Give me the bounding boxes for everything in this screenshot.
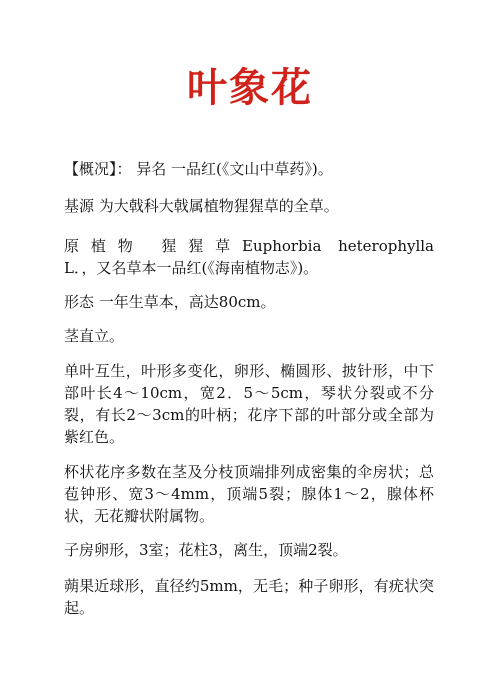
paragraph-overview: 【概况】： 异名 一品红(《文山中草药》)。: [64, 160, 333, 178]
paragraph-leaves: 单叶互生，叶形多变化，卵形、椭圆形、披针形，中下部叶长4～10cm，宽2．5～5cm，琴状分裂或不分裂，有长2～3cm的叶柄；花序下部的叶部分或全部为紫红色。: [64, 362, 434, 446]
original-plant-line-2: L．，又名草本一品红(《海南植物志》)。: [64, 259, 319, 277]
paragraph-source: 基源 为大戟科大戟属植物猩猩草的全草。: [64, 197, 339, 215]
document-title: 叶象花: [187, 65, 313, 111]
paragraph-stem: 茎直立。: [64, 327, 125, 345]
original-plant-line-1: 原植物 猩猩草Euphorbia heterophylla: [64, 237, 434, 255]
paragraph-capsule: 蒴果近球形，直径约5mm，无毛；种子卵形，有疣状突起。: [64, 577, 434, 617]
paragraph-ovary: 子房卵形，3室；花柱3，离生，顶端2裂。: [64, 541, 348, 559]
paragraph-original-plant: [64, 235, 434, 279]
paragraph-inflorescence: 杯状花序多数在茎及分枝顶端排列成密集的伞房状；总苞钟形、宽3～4mm，顶端5裂；腺体1～2，腺体杯状，无花瓣状附属物。: [64, 463, 434, 525]
paragraph-morphology: 形态 一年生草本，高达80cm。: [64, 293, 276, 311]
